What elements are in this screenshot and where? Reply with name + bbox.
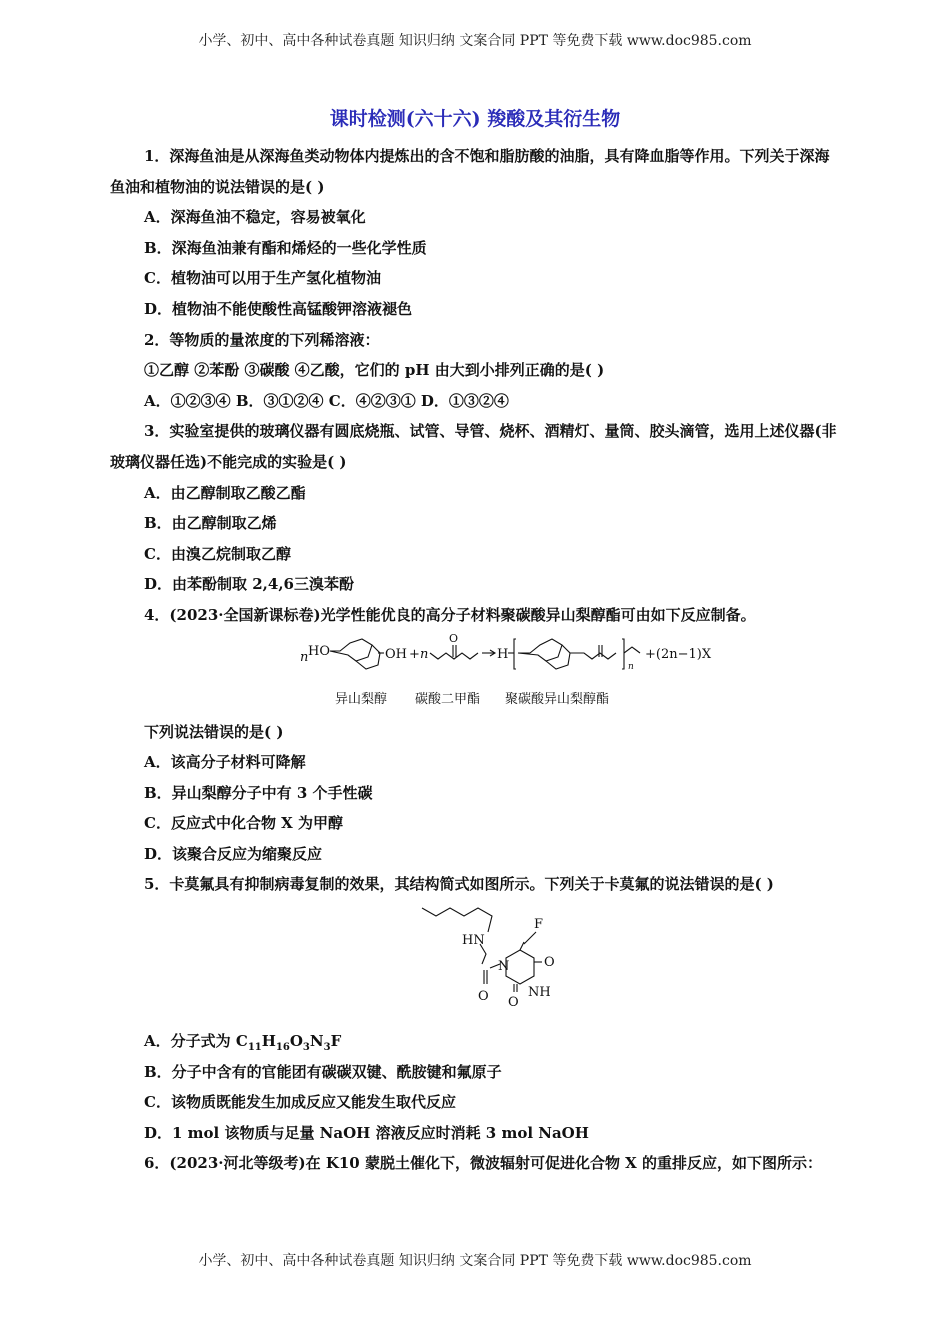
carmofur-bonds xyxy=(422,908,542,992)
q3-option-a: A．由乙醇制取乙酸乙酯 xyxy=(144,483,306,502)
q3-option-b: B．由乙醇制取乙烯 xyxy=(144,514,277,533)
isosorbide-structure xyxy=(330,639,384,669)
page-title: 课时检测(六十六) 羧酸及其衍生物 xyxy=(329,108,621,130)
formula-o: O xyxy=(289,1032,303,1051)
reaction-figure xyxy=(110,631,842,717)
formula-h: H xyxy=(261,1032,276,1051)
urea-o-label: O xyxy=(508,995,519,1011)
q5-option-a-prefix: A．分子式为 C xyxy=(144,1032,248,1051)
label-dimethyl-carbonate: 碳酸二甲酯 xyxy=(415,691,481,707)
q1-option-c: C．植物油可以用于生产氢化植物油 xyxy=(144,269,381,288)
q5-option-c: C．该物质既能发生加成反应又能发生取代反应 xyxy=(144,1093,456,1112)
q1-option-a: A．深海鱼油不稳定，容易被氧化 xyxy=(144,208,366,227)
carbonyl-o-label: O xyxy=(449,631,459,645)
formula-h-count: 16 xyxy=(275,1042,290,1054)
q4-option-a: A．该高分子材料可降解 xyxy=(144,753,306,772)
q1-option-b: B．深海鱼油兼有酯和烯烃的一些化学性质 xyxy=(144,238,427,257)
question-1-stem: 1．深海鱼油是从深海鱼类动物体内提炼出的含不饱和脂肪酸的油脂，具有降血脂等作用。下列关于深海鱼油和植物油的说法错误的是( ) xyxy=(110,147,830,196)
q4-question: 下列说法错误的是( ) xyxy=(144,722,284,741)
h-end-label: H xyxy=(497,646,509,662)
formula-f: F xyxy=(330,1032,342,1051)
q5-option-b: B．分子中含有的官能团有碳碳双键、酰胺键和氟原子 xyxy=(144,1062,502,1081)
coeff-n-1: n xyxy=(300,649,309,665)
byproduct-label: +(2n−1)X xyxy=(645,646,712,662)
formula-n-count: 3 xyxy=(323,1042,331,1054)
polymer-structure xyxy=(508,639,640,669)
question-6-stem: 6．(2023·河北等级考)在 K10 蒙脱土催化下，微波辐射可促进化合物 X 的重排反应，如下图所示： xyxy=(144,1154,823,1173)
oh-label: OH xyxy=(385,646,407,662)
plus-sign-1: + xyxy=(409,646,420,662)
formula-n: N xyxy=(309,1032,324,1051)
q5-option-d: D．1 mol 该物质与足量 NaOH 溶液反应时消耗 3 mol NaOH xyxy=(144,1123,589,1142)
q1-option-d: D．植物油不能使酸性高锰酸钾溶液褪色 xyxy=(144,299,413,318)
q4-option-b: B．异山梨醇分子中有 3 个手性碳 xyxy=(144,783,373,802)
reaction-arrow xyxy=(482,650,495,656)
ho-label: HO xyxy=(308,643,330,659)
carmofur-figure xyxy=(110,900,842,1026)
formula-o-count: 3 xyxy=(302,1042,310,1054)
question-4-stem: 4．(2023·全国新课标卷)光学性能优良的高分子材料聚碳酸异山梨醇酯可由如下反应制备。 xyxy=(144,605,756,624)
question-2-stem: 2．等物质的量浓度的下列稀溶液： xyxy=(144,330,380,349)
page-footer: 小学、初中、高中各种试卷真题 知识归纳 文案合同 PPT 等免费下载 www.doc985.com xyxy=(198,1253,752,1269)
carmofur-structure-svg xyxy=(110,900,842,1026)
document-body xyxy=(110,141,842,1179)
q3-option-d: D．由苯酚制取 2,4,6三溴苯酚 xyxy=(144,575,354,594)
question-3-stem: 3．实验室提供的玻璃仪器有圆底烧瓶、试管、导管、烧杯、酒精灯、量筒、胶头滴管，选用上述仪器(非玻璃仪器任选)不能完成的实验是( ) xyxy=(110,422,837,471)
question-5-stem: 5．卡莫氟具有抑制病毒复制的效果，其结构简式如图所示。下列关于卡莫氟的说法错误的是( ) xyxy=(144,875,774,894)
q2-options: A．①②③④ B．③①②④ C．④②③① D．①③②④ xyxy=(144,391,509,410)
hn-label: HN xyxy=(462,933,485,949)
q3-option-c: C．由溴乙烷制取乙醇 xyxy=(144,544,291,563)
label-isosorbide: 异山梨醇 xyxy=(335,691,388,707)
ring-nh-label: NH xyxy=(528,985,551,1001)
q4-option-c: C．反应式中化合物 X 为甲醇 xyxy=(144,814,344,833)
q2-substances: ①乙醇 ②苯酚 ③碳酸 ④乙酸，它们的 pH 由大到小排列正确的是( ) xyxy=(144,361,605,380)
ring-n-label: N xyxy=(498,959,510,975)
formula-c-count: 11 xyxy=(247,1042,262,1054)
amide-o-label: O xyxy=(478,989,489,1005)
page-header: 小学、初中、高中各种试卷真题 知识归纳 文案合同 PPT 等免费下载 www.doc985.com xyxy=(198,33,752,49)
dimethyl-carbonate-structure xyxy=(430,645,478,659)
q4-option-d: D．该聚合反应为缩聚反应 xyxy=(144,844,323,863)
fluorine-label: F xyxy=(534,917,544,933)
coeff-n-2: n xyxy=(420,646,429,662)
q5-option-a xyxy=(110,1026,842,1057)
label-polymer: 聚碳酸异山梨醇酯 xyxy=(505,691,610,707)
ketone-o-label: O xyxy=(544,955,555,971)
repeat-n-label: n xyxy=(628,661,634,672)
reaction-scheme-svg xyxy=(110,631,842,717)
